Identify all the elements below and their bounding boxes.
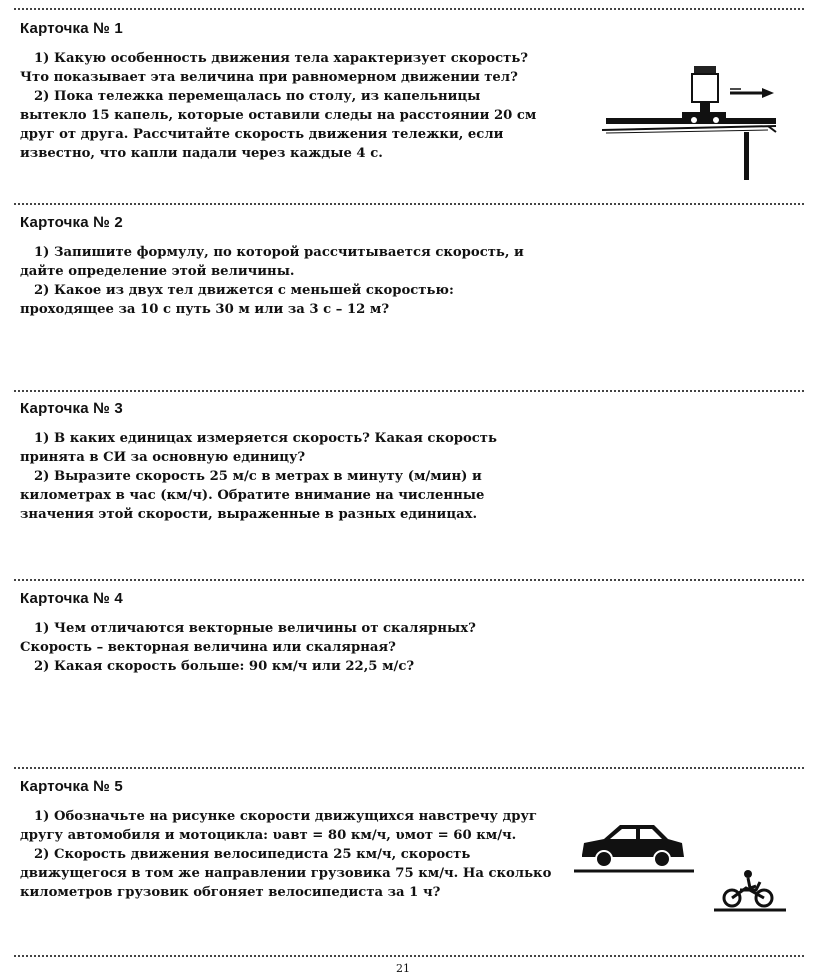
question-2: 2) Скорость движения велосипедиста 25 км/ч, скорость движущегося в том же направлении грузовика 75 км/ч. На сколько километров грузовик обгоняет велосипедиста за 1 ч?: [20, 847, 552, 900]
separator: [14, 390, 804, 392]
motorcycle-illustration: [710, 868, 790, 913]
separator: [14, 579, 804, 581]
card-1: [20, 20, 550, 163]
question-2: 2) Пока тележка перемещалась по столу, из капельницы вытекло 15 капель, которые оставили следы на расстоянии 20 см друг от друга. Рассчитайте скорость движения тележки, если известно, что капли падали через каждые 4 с.: [20, 89, 537, 161]
card-title: Карточка № 2: [20, 214, 123, 231]
question-1: 1) Какую особенность движения тела характеризует скорость? Что показывает эта величина при равномерном движении тел?: [20, 51, 528, 85]
question-1: 1) Запишите формулу, по которой рассчитывается скорость, и дайте определение этой величины.: [20, 245, 524, 279]
card-title: Карточка № 4: [20, 590, 123, 607]
question-2: 2) Выразите скорость 25 м/с в метрах в минуту (м/мин) и километрах в час (км/ч). Обратите внимание на численные значения этой скорости, выраженные в разных единицах.: [20, 469, 485, 522]
separator: [14, 203, 804, 205]
question-2: 2) Какое из двух тел движется с меньшей скоростью: проходящее за 10 с путь 30 м или за 3 с – 12 м?: [20, 283, 454, 317]
question-1: 1) Чем отличаются векторные величины от скалярных? Скорость – векторная величина или скалярная?: [20, 621, 476, 655]
card-5: [20, 778, 565, 902]
separator: [14, 955, 804, 957]
question-1: 1) Обозначьте на рисунке скорости движущихся навстречу друг другу автомобиля и мотоцикла: υавт = 80 км/ч, υмот = 60 км/ч.: [20, 809, 537, 843]
card-title: Карточка № 3: [20, 400, 123, 417]
card-2: [20, 214, 540, 319]
separator: [14, 8, 804, 10]
card-title: Карточка № 1: [20, 20, 123, 37]
question-1: 1) В каких единицах измеряется скорость? Какая скорость принята в СИ за основную единицу?: [20, 431, 497, 465]
cart-dropper-illustration: [596, 60, 786, 185]
card-3: [20, 400, 560, 524]
question-2: 2) Какая скорость больше: 90 км/ч или 22,5 м/с?: [34, 659, 415, 674]
card-title: Карточка № 5: [20, 778, 123, 795]
card-4: [20, 590, 540, 676]
separator: [14, 767, 804, 769]
page-number: 21: [396, 962, 410, 975]
car-illustration: [574, 815, 694, 880]
